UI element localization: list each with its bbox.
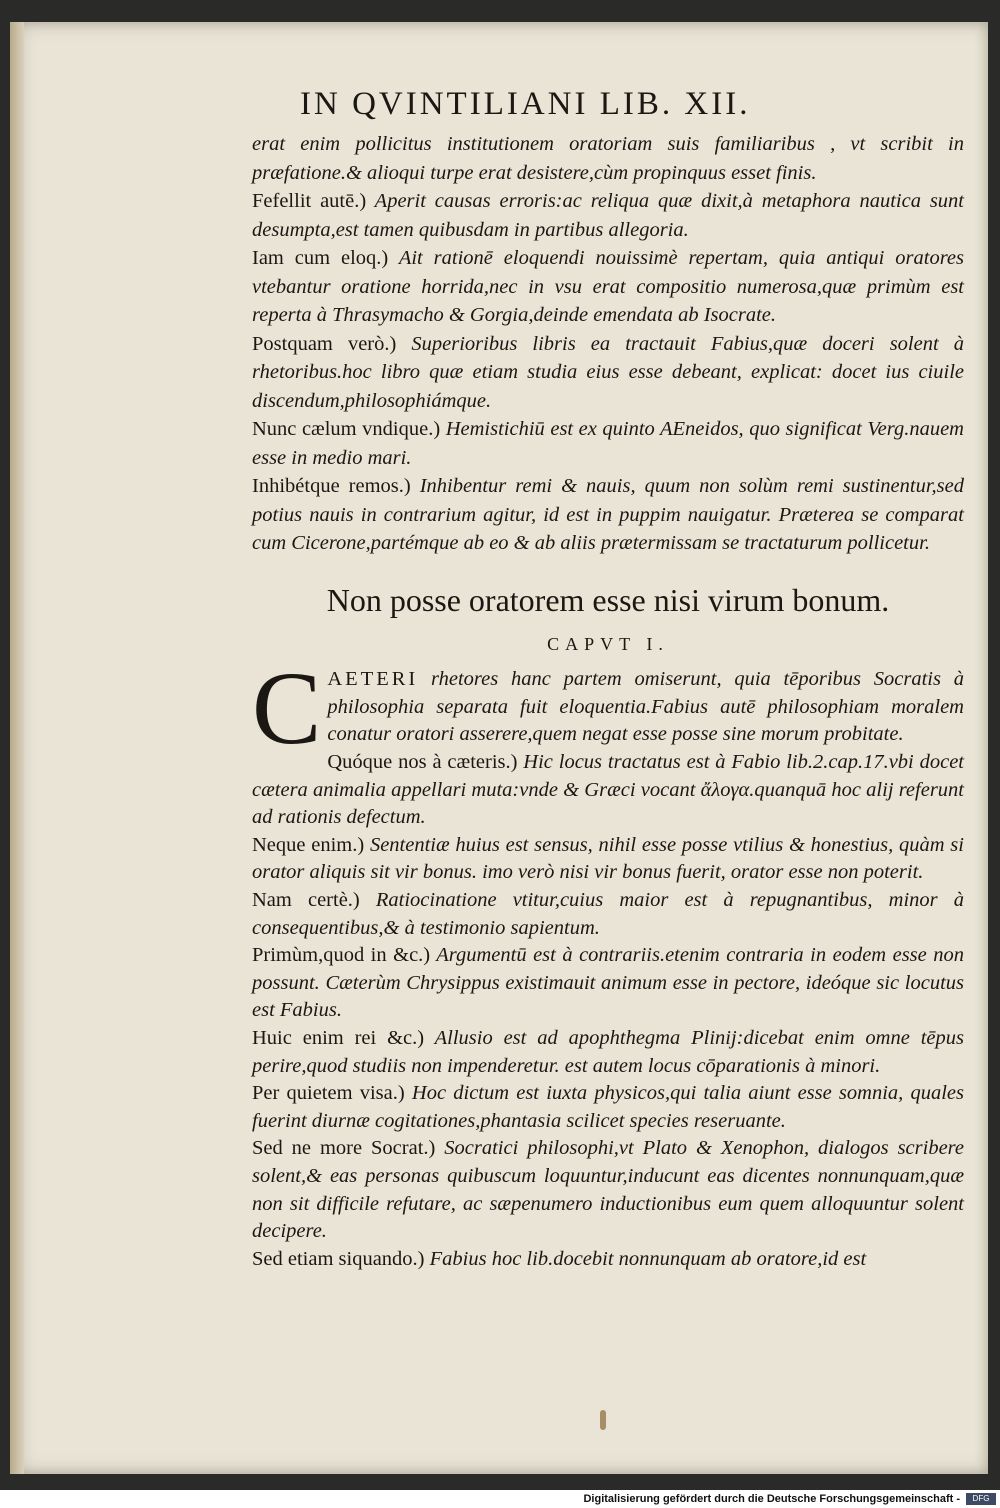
paragraph-text: erat enim pollicitus institutionem oratoriam suis familiaribus , vt scribit in præfatione.& alioqui turpe erat desistere,cùm propinquus esset finis. bbox=[252, 133, 964, 184]
paragraph-text: Hic locus tractatus est à Fabio lib.2.cap.17.vbi docet cætera animalia appellari muta:vnde & Græci vocant ἄλογα.quanquā hoc alij referunt ad rationis defectum. bbox=[252, 751, 964, 829]
commentary-bottom bbox=[252, 651, 964, 1273]
paragraph-text: Ratiocinatione vtitur,cuius maior est à repugnantibus, minor à consequentibus,& à testimonio sapientum. bbox=[252, 888, 964, 939]
lemma: Huic enim rei &c.) bbox=[252, 1026, 425, 1049]
chapter-title: Non posse oratorem esse nisi virum bonum. bbox=[326, 582, 890, 618]
lemma: Nunc cælum vndique.) bbox=[252, 418, 441, 440]
paragraph bbox=[252, 130, 964, 187]
lemma: Postquam verò.) bbox=[252, 332, 397, 355]
page-gutter bbox=[10, 22, 24, 1474]
paragraph-text: Socratici philosophi,vt Plato & Xenophon, dialogos scribere solent,& eas personas quibuscum loquuntur,inducunt eas dicentes nonnunquam,quæ non sit difficile refutare, ac sæpenumero inductionibus eum quem alloquuntur solent decipere. bbox=[252, 1137, 964, 1243]
paragraph-text: Inhibentur remi & nauis, quum non solùm remi sustinentur,sed potius nauis in contrarium agitur, id est in puppim nauigatur. Præterea se comparat cum Cicerone,partémque ab eo & ab aliis prætermissam se tractaturum pollicetur. bbox=[252, 475, 964, 554]
digitization-footer bbox=[0, 1490, 1000, 1508]
paragraph-text: Sententiæ huius est sensus, nihil esse posse vtilius & honestius, quàm si orator aliquis sit vir bonus. imo verò nisi vir bonus fuerit, orator esse non poterit. bbox=[252, 833, 964, 884]
paragraph bbox=[252, 887, 964, 942]
lemma: Iam cum eloq.) bbox=[252, 247, 389, 269]
lemma: Sed ne more Socrat.) bbox=[252, 1137, 436, 1160]
page-blemish bbox=[600, 1410, 606, 1430]
drop-cap-initial: C bbox=[252, 651, 322, 766]
paragraph bbox=[252, 1080, 964, 1135]
paragraph bbox=[252, 415, 964, 472]
paragraph bbox=[252, 1025, 964, 1080]
lemma: Primùm,quod in &c.) bbox=[252, 944, 431, 967]
paragraph bbox=[252, 1135, 964, 1245]
paragraph-text: Superioribus libris ea tractauit Fabius,quæ doceri solent à rhetoribus.hoc libro quæ etiam studia eius esse debeant, explicat: docet ius ciuile discendum,philosophiámque. bbox=[252, 332, 964, 412]
paragraph bbox=[252, 942, 964, 1025]
lemma: Fefellit autē.) bbox=[252, 190, 367, 212]
lemma: Quóque nos à cæteris.) bbox=[327, 751, 518, 773]
paragraph-text: Fabius hoc lib.docebit nonnunquam ab oratore,id est bbox=[424, 1247, 867, 1270]
paragraph-text: rhetores hanc partem omiserunt, quia tēporibus Socratis à philosophia separata fuit eloquentia.Fabius autē philosophiam moralem conatur oratori asserere,quem negat esse posse sine morum probitate. bbox=[327, 668, 964, 746]
paragraph-text: Allusio est ad apophthegma Plinij:dicebat enim omne tēpus perire,quod studiis non impenderetur. est autem locus cōparationis à minori. bbox=[252, 1026, 964, 1077]
paragraph-text: Ait rationē eloquendi nouissimè repertam, quia antiqui oratores vtebantur oratione horrida,nec in vsu erat compositio numerosa,quæ primùm est reperta à Thrasymacho & Gorgia,deinde emendata ab Isocrate. bbox=[252, 247, 964, 326]
paragraph bbox=[252, 472, 964, 558]
chapter-label: CAPVT I. bbox=[547, 634, 669, 654]
paragraph bbox=[252, 187, 964, 244]
paragraph bbox=[252, 330, 964, 416]
paragraph-text: Aperit causas erroris:ac reliqua quæ dixit,à metaphora nautica sunt desumpta,est tamen quibusdam in partibus allegoria. bbox=[252, 190, 964, 241]
paragraph bbox=[252, 1246, 964, 1274]
commentary-top bbox=[252, 130, 964, 558]
lemma: Inhibétque remos.) bbox=[252, 475, 411, 497]
lemma: Neque enim.) bbox=[252, 833, 365, 856]
footer-credit: Digitalisierung gefördert durch die Deutsche Forschungsgemeinschaft - bbox=[583, 1493, 960, 1505]
running-head: IN QVINTILIANI LIB. XII. bbox=[300, 86, 751, 122]
paragraph-text: Hoc dictum est iuxta physicos,qui talia aiunt esse somnia, quales fuerint diurnæ cogitationes,phantasia scilicet species reseruante. bbox=[252, 1082, 964, 1132]
opening-caps: AETERI bbox=[327, 668, 419, 690]
lemma: Per quietem visa.) bbox=[252, 1082, 405, 1105]
paragraph-text: Hemistichiū est ex quinto AEneidos, quo significat Verg.nauem esse in medio mari. bbox=[252, 418, 964, 469]
lemma: Nam certè.) bbox=[252, 888, 360, 911]
dfg-logo-icon: DFG bbox=[966, 1493, 996, 1505]
paragraph bbox=[252, 832, 964, 887]
paragraph bbox=[252, 244, 964, 330]
paragraph-text: Argumentū est à contrariis.etenim contraria in eodem esse non possunt. Cæterùm Chrysippus existimauit animum esse in pectore, ideóque sic locutus est Fabius. bbox=[252, 944, 964, 1022]
lemma: Sed etiam siquando.) bbox=[252, 1247, 425, 1270]
paragraph bbox=[252, 749, 964, 832]
